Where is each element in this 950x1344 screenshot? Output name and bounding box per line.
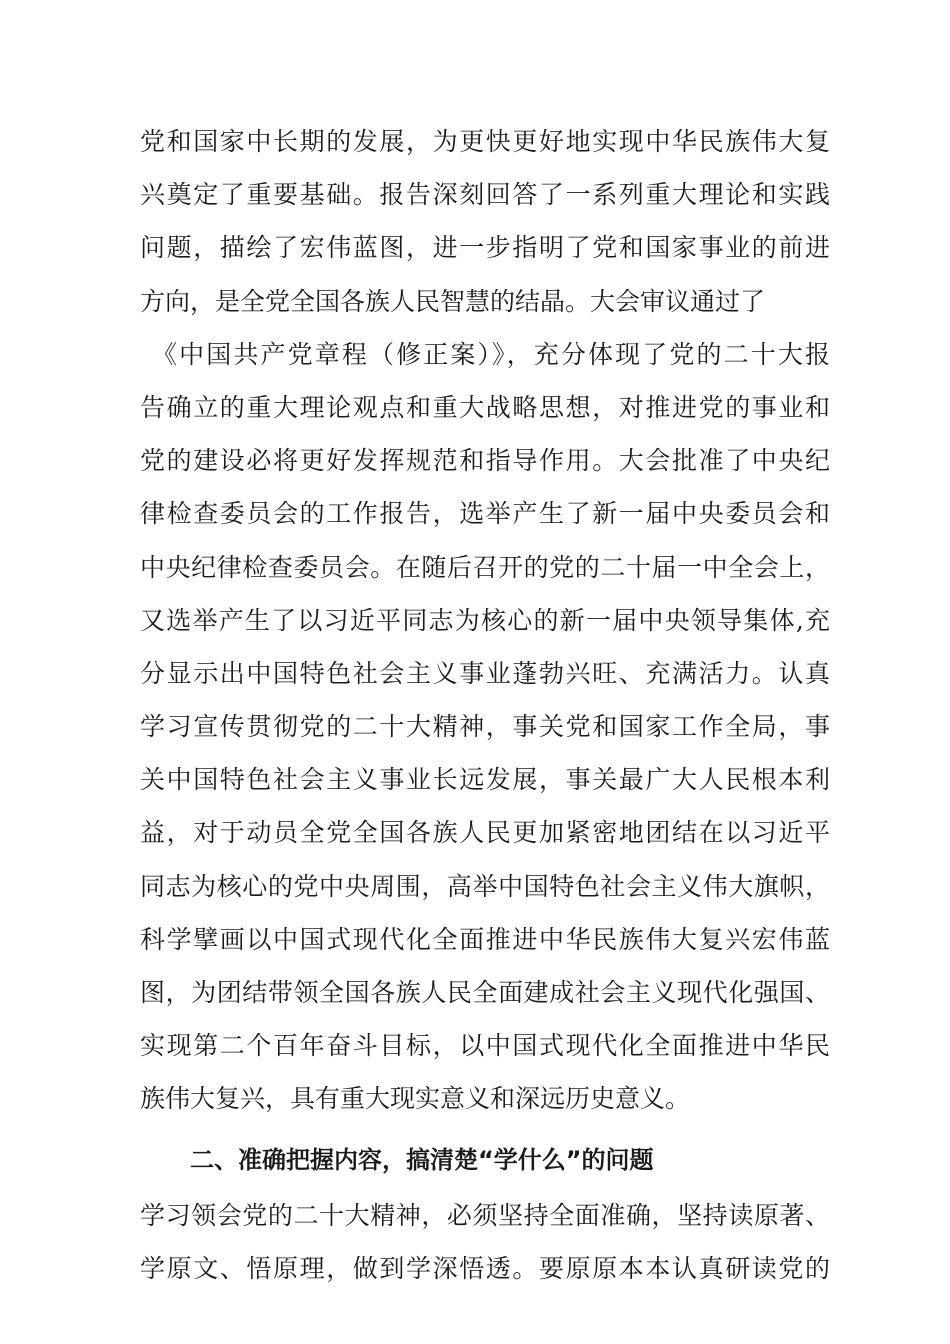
text-line: 学习领会党的二十大精神，必须坚持全面准确，坚持读原著、 [140,1200,830,1230]
text-line: 《中国共产党章程（修正案）》，充分体现了党的二十大报 [152,339,830,369]
text-line: 学原文、悟原理，做到学深悟透。要原原本本认真研读党的 [140,1253,830,1283]
text-line: 科学擘画以中国式现代化全面推进中华民族伟大复兴宏伟蓝 [140,924,830,954]
text-line: 图，为团结带领全国各族人民全面建成社会主义现代化强国、 [140,978,830,1007]
paragraph [140,115,830,1126]
section-heading: 二、准确把握内容，搞清楚“学什么”的问题 [190,1145,654,1174]
text-line: 党的建设必将更好发挥规范和指导作用。大会批准了中央纪 [140,446,830,476]
text-line: 告确立的重大理论观点和重大战略思想，对推进党的事业和 [140,392,830,422]
text-line: 方向，是全党全国各族人民智慧的结晶。大会审议通过了 [140,286,766,316]
paragraph [140,1189,830,1295]
text-line: 实现第二个百年奋斗目标，以中国式现代化全面推进中华民 [140,1031,830,1061]
text-line: 益，对于动员全党全国各族人民更加紧密地团结在以习近平 [140,818,830,848]
text-line: 又选举产生了以习近平同志为核心的新一届中央领导集体,充 [140,605,830,635]
text-line: 中央纪律检查委员会。在随后召开的党的二十届一中全会上， [140,552,830,582]
text-line: 学习宣传贯彻党的二十大精神，事关党和国家工作全局，事 [140,712,830,742]
text-line: 分显示出中国特色社会主义事业蓬勃兴旺、充满活力。认真 [140,658,830,688]
text-line: 兴奠定了重要基础。报告深刻回答了一系列重大理论和实践 [140,180,830,210]
document-body [140,115,830,1295]
text-line: 关中国特色社会主义事业长远发展，事关最广大人民根本利 [140,765,830,795]
text-line: 族伟大复兴，具有重大现实意义和深远历史意义。 [140,1084,691,1114]
text-line: 党和国家中长期的发展，为更快更好地实现中华民族伟大复 [140,127,830,156]
text-line: 律检查委员会的工作报告，选举产生了新一届中央委员会和 [140,499,830,529]
text-line: 问题，描绘了宏伟蓝图，进一步指明了党和国家事业的前进 [140,233,830,263]
text-line: 同志为核心的党中央周围，高举中国特色社会主义伟大旗帜， [140,871,830,901]
